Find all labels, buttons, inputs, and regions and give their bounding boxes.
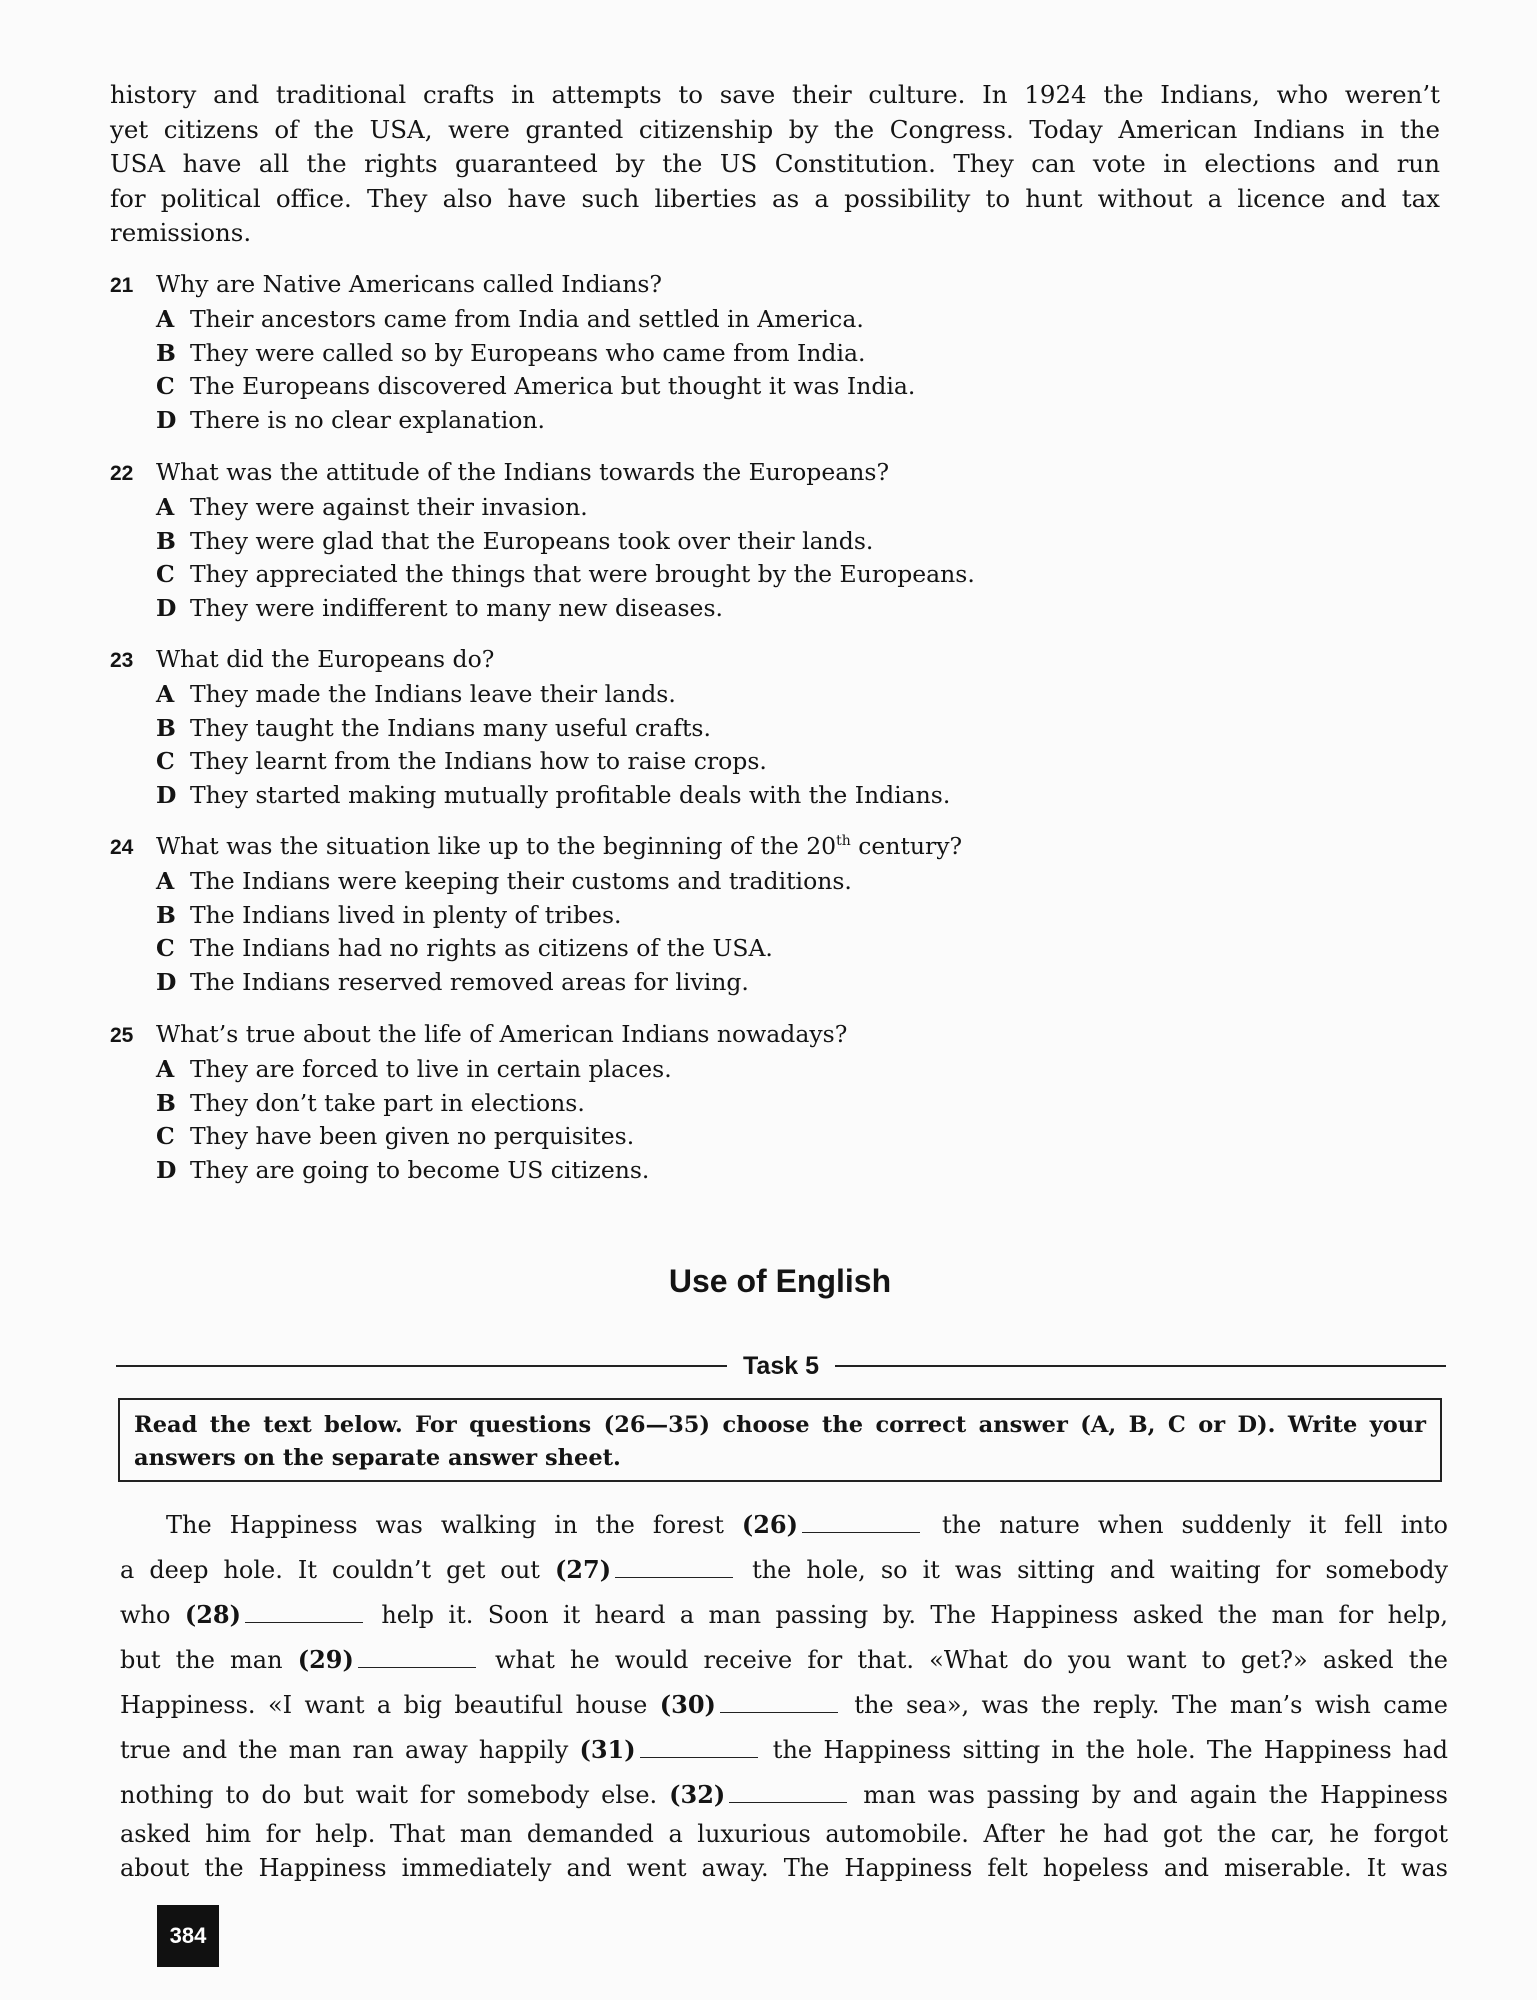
divider (116, 1365, 727, 1367)
question-22 (110, 456, 1210, 626)
answer-option-b (110, 337, 1210, 371)
answer-gap-blank[interactable] (245, 1602, 363, 1623)
option-letter: A (156, 304, 175, 333)
passage-line (120, 1547, 1448, 1592)
option-letter: A (156, 492, 175, 521)
question-text: century? (850, 832, 963, 860)
option-text: They were called so by Europeans who came from India. (190, 338, 866, 367)
answer-option-a (110, 865, 1210, 899)
option-letter: C (156, 372, 175, 401)
question-text: What was the attitude of the Indians towards the Europeans? (156, 458, 890, 486)
superscript: th (836, 833, 851, 850)
task-label: Task 5 (743, 1351, 819, 1380)
question-23 (110, 643, 1210, 813)
passage-text-segment: The Happiness was walking in the forest (166, 1511, 742, 1539)
option-text: They started making mutually profitable deals with the Indians. (190, 781, 951, 810)
answer-option-c (110, 932, 1210, 966)
answer-option-d (110, 592, 1210, 626)
option-letter: C (156, 1122, 175, 1151)
intro-line: yet citizens of the USA, were granted citizenship by the Congress. Today American Indians in the (110, 114, 1440, 144)
gap-number: (29) (297, 1645, 354, 1674)
question-text: What did the Europeans do? (156, 645, 495, 673)
option-letter: B (156, 526, 176, 555)
option-text: They are going to become US citizens. (190, 1156, 650, 1185)
option-letter: C (156, 747, 175, 776)
answer-option-b (110, 899, 1210, 933)
answer-option-a (110, 491, 1210, 525)
gap-number: (30) (659, 1690, 716, 1719)
option-letter: B (156, 338, 176, 367)
answer-option-d (110, 779, 1210, 813)
answer-gap-blank[interactable] (720, 1692, 838, 1713)
passage-text-segment: asked him for help. That man demanded a luxurious automobile. After he had got the car, he forgot (120, 1820, 1448, 1848)
instructions-line: answers on the separate answer sheet. (134, 1445, 621, 1471)
option-text: The Indians reserved removed areas for living. (190, 968, 749, 997)
answer-gap-blank[interactable] (358, 1647, 476, 1668)
option-letter: A (156, 866, 175, 895)
option-text: They made the Indians leave their lands. (190, 679, 676, 708)
passage-text-segment: but the man (120, 1646, 298, 1674)
option-letter: D (156, 594, 177, 623)
option-text: They were against their invasion. (190, 492, 588, 521)
gap-number: (27) (554, 1555, 612, 1584)
passage-line (120, 1772, 1448, 1817)
answer-gap-blank[interactable] (729, 1782, 847, 1803)
passage-text-segment: about the Happiness immediately and went away. The Happiness felt hopeless and miserable. It was (120, 1854, 1448, 1882)
passage-text-segment: a deep hole. It couldn’t get out (120, 1556, 555, 1584)
option-letter: D (156, 1156, 177, 1185)
option-letter: D (156, 781, 177, 810)
passage-text-segment: nothing to do but wait for somebody else. (120, 1781, 670, 1809)
option-text: The Indians were keeping their customs and traditions. (190, 866, 852, 895)
intro-paragraph (110, 78, 1440, 251)
passage-text-segment: the Happiness sitting in the hole. The Happiness had (761, 1736, 1448, 1764)
passage-text-segment: the nature when suddenly it fell into (923, 1511, 1448, 1539)
answer-option-a (110, 303, 1210, 337)
intro-line: remissions. (110, 218, 252, 247)
passage-text-segment: Happiness. «I want a big beautiful house (120, 1691, 660, 1719)
page-number: 384 (157, 1905, 219, 1967)
answer-option-d (110, 966, 1210, 1000)
option-text: They were indifferent to many new diseases. (190, 594, 723, 623)
option-text: They appreciated the things that were brought by the Europeans. (190, 560, 975, 589)
instructions-line: Read the text below. For questions (26—35) choose the correct answer (A, B, C or D). Write your (134, 1412, 1426, 1438)
question-24 (110, 830, 1210, 1000)
instructions-box (118, 1398, 1442, 1482)
option-text: They have been given no perquisites. (190, 1122, 635, 1151)
question-number: 24 (110, 836, 134, 859)
section-heading: Use of English (668, 1263, 892, 1299)
passage-text-segment: help it. Soon it heard a man passing by. The Happiness asked the man for help, (366, 1601, 1448, 1629)
option-letter: C (156, 560, 175, 589)
passage-line (120, 1592, 1448, 1637)
intro-line: history and traditional crafts in attempts to save their culture. In 1924 the Indians, who weren’t (110, 80, 1440, 109)
intro-line: for political office. They also have such liberties as a possibility to hunt without a licence and tax (110, 183, 1440, 213)
question-stem (110, 830, 1210, 865)
passage-line (120, 1727, 1448, 1772)
answer-option-d (110, 404, 1210, 438)
option-letter: D (156, 968, 177, 997)
question-text: What’s true about the life of American Indians nowadays? (156, 1020, 848, 1048)
option-text: The Europeans discovered America but thought it was India. (190, 372, 916, 401)
option-text: They taught the Indians many useful crafts. (190, 713, 711, 742)
option-text: The Indians had no rights as citizens of the USA. (190, 934, 773, 963)
question-stem (110, 643, 1210, 678)
option-text: They learnt from the Indians how to raise crops. (190, 747, 767, 776)
answer-option-a (110, 678, 1210, 712)
option-text: They don’t take part in elections. (190, 1088, 585, 1117)
answer-option-c (110, 745, 1210, 779)
passage-text-segment: who (120, 1601, 185, 1629)
question-text: What was the situation like up to the beginning of the 20 (156, 832, 837, 860)
question-number: 23 (110, 649, 134, 672)
passage-text-segment: the sea», was the reply. The man’s wish came (841, 1691, 1449, 1719)
option-text: The Indians lived in plenty of tribes. (190, 900, 622, 929)
question-number: 25 (110, 1024, 134, 1047)
answer-option-c (110, 558, 1210, 592)
task-header (116, 1348, 1446, 1384)
answer-option-b (110, 1087, 1210, 1121)
answer-gap-blank[interactable] (615, 1557, 733, 1578)
passage-line (120, 1502, 1448, 1547)
option-letter: B (156, 900, 176, 929)
passage-text-segment: true and the man ran away happily (120, 1736, 580, 1764)
option-letter: A (156, 1054, 175, 1083)
question-number: 21 (110, 274, 134, 297)
question-text: Why are Native Americans called Indians? (156, 270, 662, 298)
answer-option-d (110, 1154, 1210, 1188)
question-25 (110, 1018, 1210, 1188)
answer-gap-blank[interactable] (640, 1737, 758, 1758)
option-letter: A (156, 679, 175, 708)
option-text: They are forced to live in certain places. (190, 1054, 672, 1083)
gap-number: (31) (579, 1735, 636, 1764)
answer-option-a (110, 1053, 1210, 1087)
passage-line (120, 1817, 1448, 1851)
option-letter: B (156, 1088, 176, 1117)
gap-number: (28) (184, 1600, 241, 1629)
option-letter: D (156, 406, 177, 435)
divider (835, 1365, 1446, 1367)
option-letter: B (156, 713, 176, 742)
option-letter: C (156, 934, 175, 963)
option-text: Their ancestors came from India and settled in America. (190, 304, 864, 333)
passage-line (120, 1851, 1448, 1885)
question-21 (110, 268, 1210, 438)
answer-option-b (110, 712, 1210, 746)
passage-text-segment: the hole, so it was sitting and waiting for somebody (737, 1556, 1448, 1584)
passage-line (120, 1682, 1448, 1727)
option-text: They were glad that the Europeans took over their lands. (190, 526, 874, 555)
passage-line (120, 1637, 1448, 1682)
gap-number: (26) (741, 1510, 798, 1539)
answer-option-c (110, 370, 1210, 404)
passage-text-segment: what he would receive for that. «What do you want to get?» asked the (479, 1646, 1448, 1674)
option-text: There is no clear explanation. (190, 406, 546, 435)
passage-text (120, 1502, 1448, 1885)
gap-number: (32) (669, 1780, 726, 1809)
answer-gap-blank[interactable] (802, 1512, 920, 1533)
intro-line: USA have all the rights guaranteed by the US Constitution. They can vote in elections and run (110, 149, 1440, 178)
question-stem (110, 456, 1210, 491)
question-stem (110, 1018, 1210, 1053)
answer-option-c (110, 1120, 1210, 1154)
passage-text-segment: man was passing by and again the Happiness (851, 1781, 1448, 1809)
question-number: 22 (110, 462, 134, 485)
answer-option-b (110, 525, 1210, 559)
question-stem (110, 268, 1210, 303)
